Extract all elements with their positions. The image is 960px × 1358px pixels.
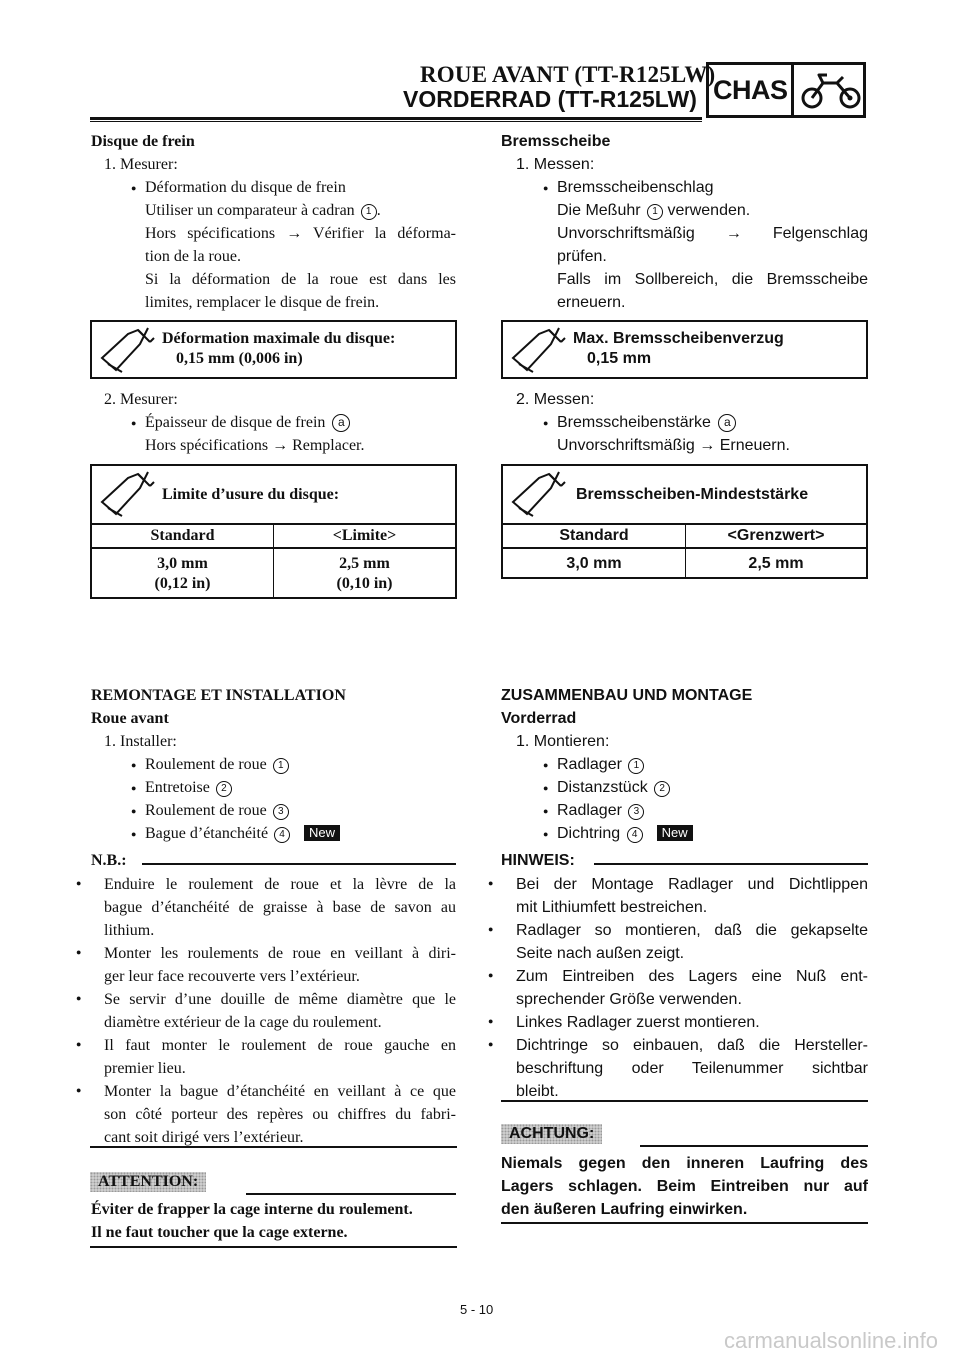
note-line: Se servir d’une douille de même diamètre que le <box>104 991 456 1008</box>
sub-title: Roue avant <box>91 710 169 727</box>
text-line: Utiliser un comparateur à cadran 1 . <box>145 202 381 219</box>
text-line: tion de la roue. <box>145 248 241 265</box>
note-line: Il faut monter le roulement de roue gauche en <box>104 1037 456 1054</box>
bullet-item: Bremsscheibenstärke a <box>557 412 736 434</box>
note-line: beschriftung oder Teilenummer sichtbar <box>516 1060 868 1077</box>
new-badge: New <box>304 825 340 841</box>
table-header: Standard <box>150 527 215 544</box>
caution-label: ACHTUNG: <box>501 1124 602 1144</box>
table-cell: (0,12 in) <box>154 575 211 592</box>
section-badge <box>706 62 866 118</box>
spec-label: Limite d’usure du disque: <box>162 486 340 503</box>
note-line: Seite nach außen zeigt. <box>516 945 685 962</box>
note-line: Linkes Radlager zuerst montieren. <box>516 1014 760 1031</box>
text-line: Die Meßuhr 1 verwenden. <box>557 202 751 219</box>
note-line: premier lieu. <box>104 1060 186 1077</box>
step: 2. Messen: <box>516 391 595 408</box>
note-line: diamètre extérieur de la cage du roulement. <box>104 1014 382 1031</box>
bullet-item: Entretoise 2 <box>145 777 232 799</box>
note-label: HINWEIS: <box>501 852 575 869</box>
table-cell: 3,0 mm <box>566 555 622 572</box>
spec-label: Bremsscheiben-Mindeststärke <box>576 486 809 503</box>
text-line: Si la déformation de la roue est dans les <box>145 271 456 288</box>
note-line: sprechender Größe verwenden. <box>516 991 742 1008</box>
header-rule-thin <box>90 121 702 122</box>
caution-text: Éviter de frapper la cage interne du roulement. <box>91 1201 413 1218</box>
caliper-icon <box>509 470 567 520</box>
text-line: Unvorschriftsmäßig → Felgenschlag <box>557 225 868 242</box>
bullet-item: Bague d’étanchéité 4 New <box>145 823 340 845</box>
bullet-item: Dichtring 4 New <box>557 823 693 845</box>
note-line: cant soit dirigé vers l’extérieur. <box>104 1129 304 1146</box>
bullet-item: Déformation du disque de frein <box>145 179 346 196</box>
spec-value: 0,15 mm <box>587 350 652 367</box>
note-line: Monter la bague d’étanchéité en veillant à ce que <box>104 1083 456 1100</box>
table-header: <Grenzwert> <box>727 527 825 544</box>
bullet-item: Épaisseur de disque de frein a <box>145 412 350 434</box>
spec-value: 0,15 mm (0,006 in) <box>176 350 303 367</box>
table-header: <Limite> <box>332 527 397 544</box>
note-line: Bei der Montage Radlager und Dichtlippen <box>516 876 868 893</box>
callout-letter: a <box>332 414 350 432</box>
section-title: Disque de frein <box>91 133 195 150</box>
table-header: Standard <box>559 527 629 544</box>
spec-box <box>501 320 868 379</box>
note-line: bleibt. <box>516 1083 559 1100</box>
caution-label: ATTENTION: <box>90 1172 206 1192</box>
caution-text: Niemals gegen den inneren Laufring des <box>501 1155 868 1172</box>
caution-text: den äußeren Laufring einwirken. <box>501 1201 748 1218</box>
step: 2. Mesurer: <box>104 391 178 408</box>
page-title-de: VORDERRAD (TT-R125LW) <box>403 86 697 112</box>
text-line: Hors spécifications → Remplacer. <box>145 437 365 454</box>
bullet-item: Roulement de roue 3 <box>145 800 289 822</box>
spec-box <box>90 320 457 379</box>
table-cell: 3,0 mm <box>157 555 208 572</box>
page-number: 5 - 10 <box>460 1302 494 1317</box>
step: 1. Installer: <box>104 733 177 750</box>
page-title-fr: ROUE AVANT (TT-R125LW) <box>420 62 716 87</box>
note-line: bague d’étanchéité de graisse à base de savon au <box>104 899 456 916</box>
caliper-icon <box>98 470 156 520</box>
table-cell: 2,5 mm <box>748 555 804 572</box>
note-line: mit Lithiumfett bestreichen. <box>516 899 708 916</box>
section-label: CHAS <box>713 75 788 105</box>
caution-text: Lagers schlagen. Beim Eintreiben nur auf <box>501 1178 868 1195</box>
watermark: carmanualsonline.info <box>723 1328 938 1353</box>
bullet-item: Radlager 3 <box>557 800 644 822</box>
section-title: REMONTAGE ET INSTALLATION <box>91 687 346 704</box>
step: 1. Mesurer: <box>104 156 178 173</box>
bullet-item: Roulement de roue 1 <box>145 754 289 776</box>
section-title: Bremsscheibe <box>501 133 611 150</box>
spec-table <box>501 464 868 579</box>
note-line: Enduire le roulement de roue et la lèvre de la <box>104 876 456 893</box>
spec-table <box>90 464 457 599</box>
note-line: son côté porteur des repères ou chiffres du fabri- <box>104 1106 456 1123</box>
text-line: Falls im Sollbereich, die Bremsscheibe <box>557 271 868 288</box>
bullet-item: Radlager 1 <box>557 754 644 776</box>
table-cell: (0,10 in) <box>336 575 393 592</box>
motorcycle-icon <box>799 71 863 111</box>
step: 1. Montieren: <box>516 733 610 750</box>
text-line: Hors spécifications → Vérifier la déforma- <box>145 225 456 242</box>
caution-text: Il ne faut toucher que la cage externe. <box>91 1224 348 1241</box>
caliper-icon <box>509 326 567 376</box>
note-line: Zum Eintreiben des Lagers eine Nuß ent- <box>516 968 868 985</box>
text-line: limites, remplacer le disque de frein. <box>145 294 380 311</box>
note-line: lithium. <box>104 922 155 939</box>
note-label: N.B.: <box>91 852 127 869</box>
table-cell: 2,5 mm <box>339 555 390 572</box>
spec-label: Max. Bremsscheibenverzug <box>573 330 784 347</box>
step: 1. Messen: <box>516 156 595 173</box>
header-rule <box>90 117 702 120</box>
note-line: Radlager so montieren, daß die gekapselte <box>516 922 868 939</box>
text-line: prüfen. <box>557 248 607 265</box>
bullet-item: Distanzstück 2 <box>557 777 670 799</box>
text-line: erneuern. <box>557 294 626 311</box>
callout-number: 1 <box>361 204 377 220</box>
new-badge: New <box>657 825 693 841</box>
text-line: Unvorschriftsmäßig → Erneuern. <box>557 437 790 454</box>
note-line: Dichtringe so einbauen, daß die Hersteller- <box>516 1037 868 1054</box>
spec-label: Déformation maximale du disque: <box>162 330 396 347</box>
caliper-icon <box>98 326 156 376</box>
note-line: ger leur face recouverte vers l’extérieur. <box>104 968 360 985</box>
sub-title: Vorderrad <box>501 710 577 727</box>
note-line: Monter les roulements de roue en veillant à diri- <box>104 945 456 962</box>
bullet-item: Bremsscheibenschlag <box>557 179 714 196</box>
section-title: ZUSAMMENBAU UND MONTAGE <box>501 687 753 704</box>
